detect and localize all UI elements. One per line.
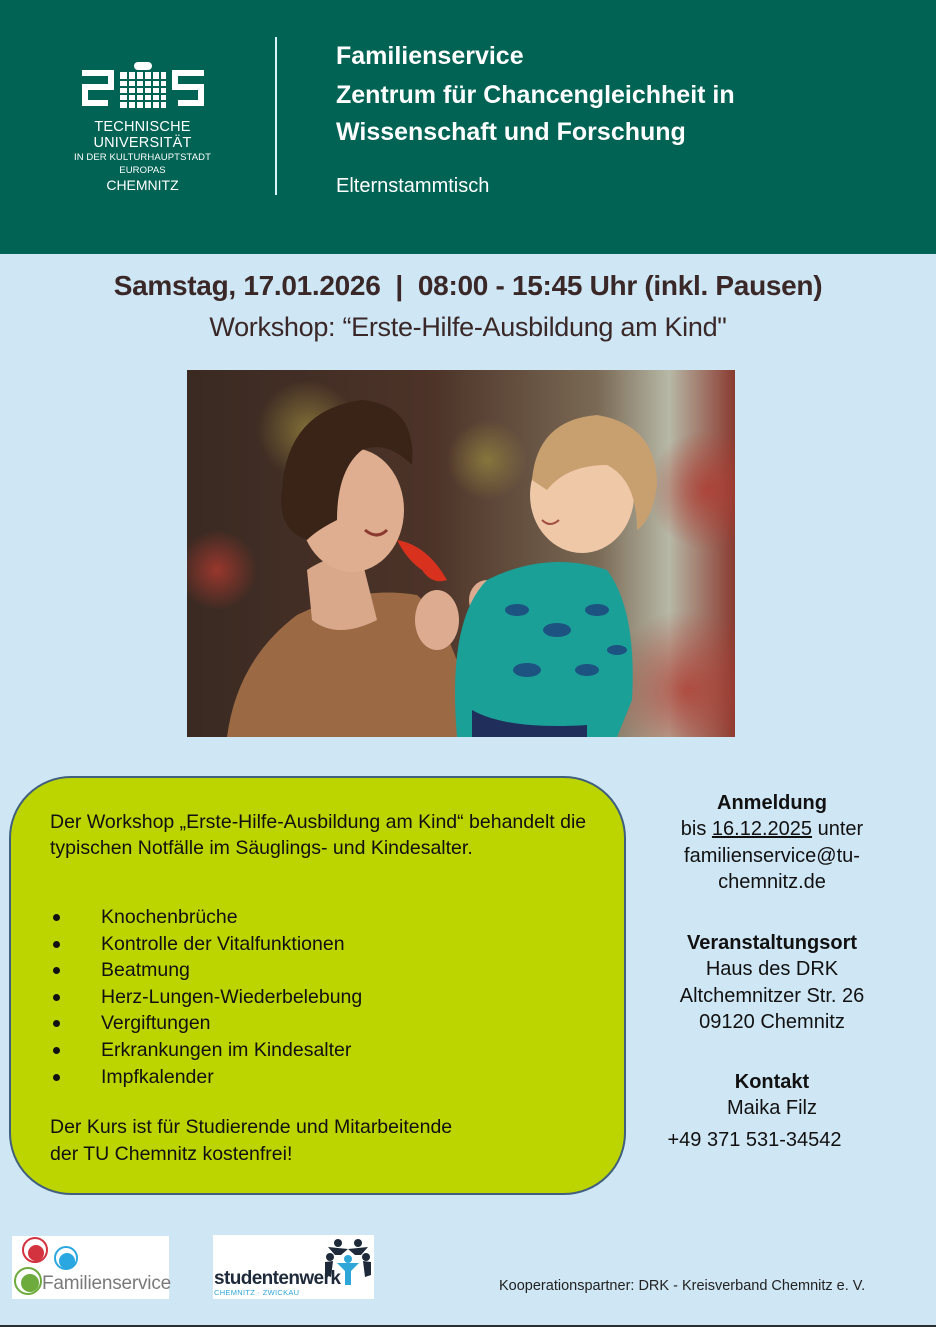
location-line3: 09120 Chemnitz [699, 1011, 845, 1033]
registration-heading: Anmeldung [717, 792, 827, 814]
cost-note: Der Kurs ist für Studierende und Mitarbeitende der TU Chemnitz kostenfrei! [50, 1116, 453, 1165]
cooperation-partner: Kooperationspartner: DRK - Kreisverband Chemnitz e. V. [499, 1278, 866, 1294]
bullet-icon [53, 1074, 60, 1081]
list-item: Erkrankungen im Kindesalter [50, 1037, 362, 1064]
event-title: Workshop: “Erste-Hilfe-Ausbildung am Kind" [209, 312, 727, 342]
topic-list [50, 904, 362, 1090]
studentenwerk-logo: studentenwerk CHEMNITZ · ZWICKAU [213, 1235, 374, 1299]
bullet-icon [53, 994, 60, 1001]
deadline-date: 16.12.2025 [711, 818, 813, 840]
familienservice-logo: Familienservice [12, 1236, 169, 1299]
contact-phone[interactable]: +49 371 531-34542 [667, 1128, 842, 1151]
bullet-icon [53, 914, 60, 921]
bullet-icon [53, 1047, 60, 1054]
workshop-info-box [9, 776, 626, 1195]
location-line2: Altchemnitzer Str. 26 [679, 984, 865, 1007]
header-series-label: Elternstammtisch [336, 175, 490, 197]
location-section [650, 930, 894, 1036]
logo-text-chemnitz: CHEMNITZ [106, 177, 179, 193]
bullet-icon [53, 941, 60, 948]
list-item: Herz-Lungen-Wiederbelebung [50, 984, 362, 1011]
logo-text-university: TECHNISCHE UNIVERSITÄT [93, 119, 192, 151]
contact-heading: Kontakt [734, 1071, 810, 1093]
mother-child-photo-icon [187, 370, 735, 737]
list-item: Kontrolle der Vitalfunktionen [50, 931, 362, 958]
location-line1: Haus des DRK [705, 958, 839, 980]
header-subtitle-line2: Wissenschaft und Forschung [336, 118, 686, 146]
list-item: Beatmung [50, 957, 362, 984]
workshop-intro-text: Der Workshop „Erste-Hilfe-Ausbildung am Kind“ behandelt die typischen Notfälle im Säuglings- und Kindesalter. [50, 811, 587, 859]
logo-text-kulturhauptstadt: IN DER KULTURHAUPTSTADT EUROPAS [73, 152, 212, 176]
bullet-icon [53, 967, 60, 974]
registration-email-line1[interactable]: familienservice@tu- [684, 844, 860, 867]
bullet-icon [53, 1020, 60, 1027]
event-photo [187, 370, 735, 737]
header-title: Familienservice [336, 42, 524, 70]
list-item: Impfkalender [50, 1064, 362, 1091]
contact-section [650, 1069, 894, 1153]
contact-name: Maika Filz [726, 1097, 817, 1119]
list-item: Knochenbrüche [50, 904, 362, 931]
tu-chemnitz-logo [50, 60, 235, 193]
location-heading: Veranstaltungsort [686, 932, 858, 954]
registration-deadline: bis 16.12.2025 unter [680, 818, 864, 840]
header-text-block [336, 40, 735, 199]
header-banner [0, 0, 936, 254]
event-date-time: Samstag, 17.01.2026 | 08:00 - 15:45 Uhr (inkl. Pausen) [113, 270, 823, 301]
registration-section [650, 790, 894, 896]
registration-email-line2[interactable]: chemnitz.de [718, 871, 826, 893]
tu-chemnitz-2025-mark-icon [80, 60, 206, 112]
header-subtitle-line1: Zentrum für Chancengleichheit in [336, 81, 735, 109]
list-item: Vergiftungen [50, 1010, 362, 1037]
header-divider [275, 37, 277, 195]
